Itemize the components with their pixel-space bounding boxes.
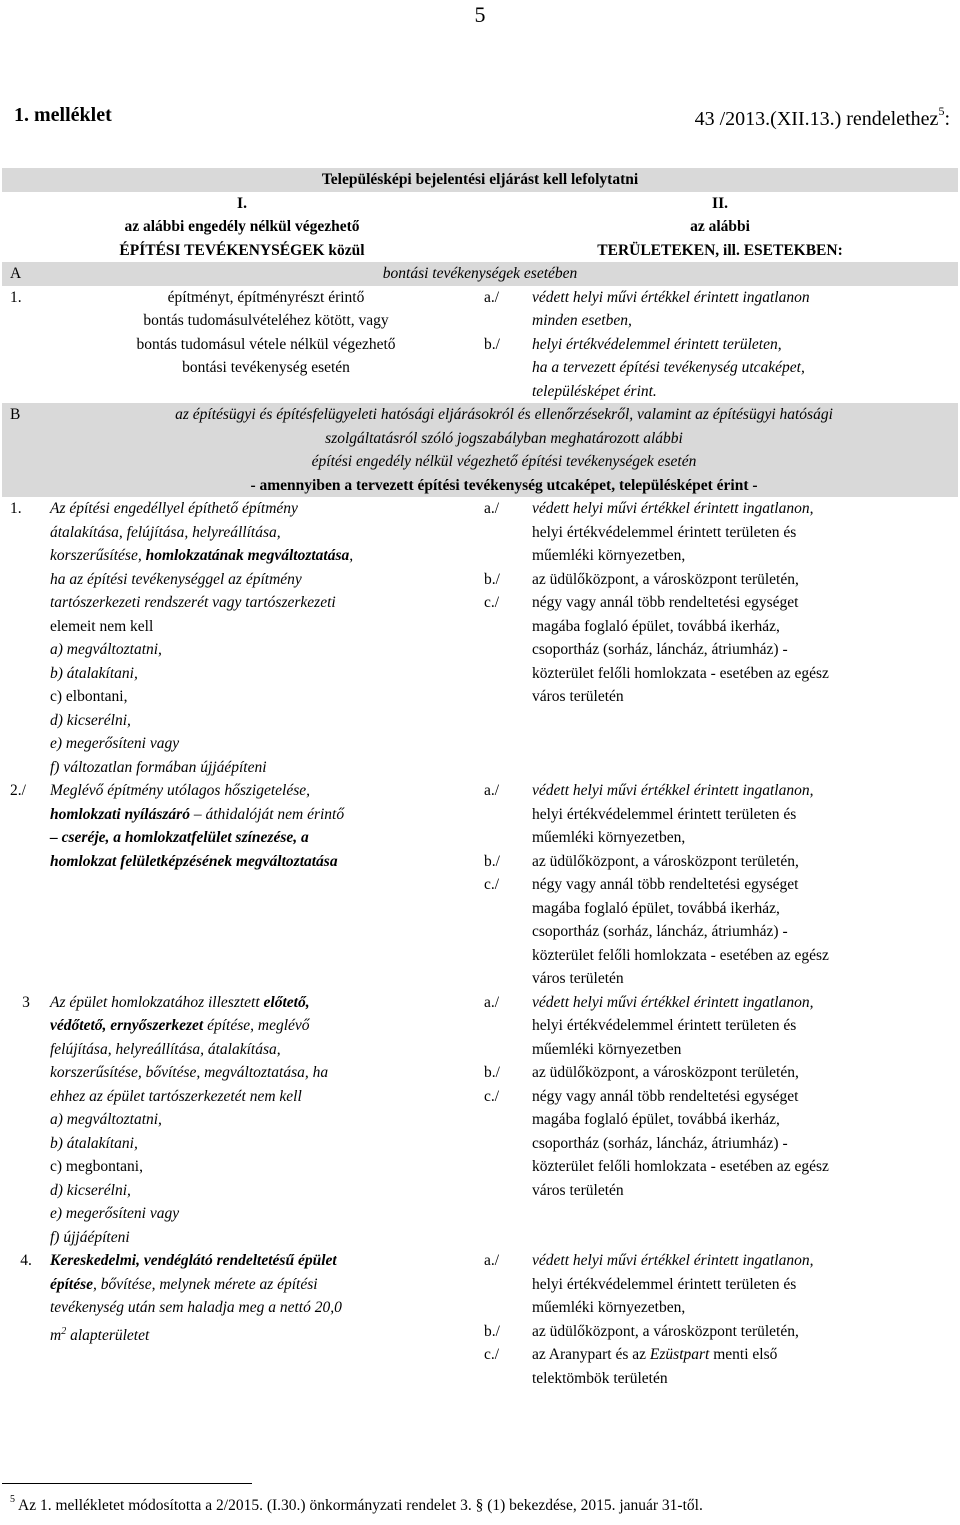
- section-a-label: A: [10, 265, 22, 282]
- procedure-table: [2, 168, 958, 1390]
- table-row: 1. építményt, építményrészt érintő bontás tudomásulvételéhez kötött, vagy bontás tudomásul vétele nélkül végezhető bontási tevékenység esetén a./ védett helyi művi értékkel érintett ingatlanon minden esetben, b./ helyi értékvédelemmel érintett területen, ha a tervezett építési tevékenység utcaképet, településképet érint.: [2, 286, 958, 404]
- row-activity: Kereskedelmi, vendéglátó rendeltetésű épület építése, bővítése, melynek mérete az építési tevékenység után sem haladja meg a nettó 20,0 $m^2$ alapterületet: [50, 1252, 342, 1344]
- section-a-heading: bontási tevékenységek esetében: [382, 265, 578, 282]
- table-row: 2./ Meglévő építmény utólagos hőszigetelése, homlokzati nyílászáró – áthidalóját nem érintő – cseréje, a homlokzatfelület színezése, a homlokzat felületképzésének megváltoztatása a./ védett helyi művi értékkel érintett ingatlanon, helyi értékvédelemmel érintett területen és műemléki környezetben, b./ az üdülőközpont, a városközpont területén, c./ négy vagy annál több rendeltetési egységet magába foglaló épület, továbbá ikerház, csoportház (sorház, láncház, átriumház) - közterület felőli homlokzata - esetében az egész város területén: [2, 779, 958, 991]
- footnote: $^5$ Az 1. mellékletet módosította a 2/2015. (I.30.) önkormányzati rendelet 3. § (1) bekezdése, 2015. január 31-től.: [10, 1494, 703, 1514]
- section-b-heading: az építésügyi és építésfelügyeleti hatósági eljárásokról és ellenőrzésekről, valamint az építésügyi hatósági szolgáltatásról szóló jogszabályban meghatározott alábbi építési engedély nélkül végezhető építési tevékenységek esetén - amennyiben a tervezett építési tevékenység utcaképet, településképet érint -: [175, 406, 833, 494]
- column-header-areas: II. az alábbi TERÜLETEKEN, ill. ESETEKBEN:: [597, 194, 843, 259]
- row-conditions: a./ védett helyi művi értékkel érintett ingatlanon, helyi értékvédelemmel érintett területen és műemléki környezetben, b./ az üdülőközpont, a városközpont területén, c./ négy vagy annál több rendeltetési egységet magába foglaló épület, továbbá ikerház, csoportház (sorház, láncház, átriumház) - közterület felőli homlokzata - esetében az egész város területén: [484, 500, 829, 705]
- row-conditions: a./ védett helyi művi értékkel érintett ingatlanon, helyi értékvédelemmel érintett területen és műemléki környezetben, b./ az üdülőközpont, a városközpont területén, c./ négy vagy annál több rendeltetési egységet magába foglaló épület, továbbá ikerház, csoportház (sorház, láncház, átriumház) - közterület felőli homlokzata - esetében az egész város területén: [484, 782, 829, 987]
- table-title: Településképi bejelentési eljárást kell lefolytatni: [321, 171, 639, 188]
- row-conditions: a./ védett helyi művi értékkel érintett ingatlanon minden esetben, b./ helyi értékvédelemmel érintett területen, ha a tervezett építési tevékenység utcaképet, településképet érint.: [484, 288, 810, 400]
- column-header-activities: I. az alábbi engedély nélkül végezhető ÉPÍTÉSI TEVÉKENYSÉGEK közül: [119, 194, 365, 259]
- row-activity: Meglévő építmény utólagos hőszigetelése, homlokzati nyílászáró – áthidalóját nem érintő – cseréje, a homlokzatfelület színezése, a homlokzat felületképzésének megváltoztatása: [50, 782, 345, 870]
- document-header: [14, 104, 950, 134]
- regulation-reference: 43 /2013.(XII.13.) rendelethez$^5$:: [694, 104, 950, 130]
- row-conditions: a./ védett helyi művi értékkel érintett ingatlanon, helyi értékvédelemmel érintett területen és műemléki környezetben b./ az üdülőközpont, a városközpont területén, c./ négy vagy annál több rendeltetési egységet magába foglaló épület, továbbá ikerház, csoportház (sorház, láncház, átriumház) - közterület felőli homlokzata - esetében az egész város területén: [484, 993, 829, 1199]
- table-row: 3 Az épület homlokzatához illesztett előtető, védőtető, ernyőszerkezet építése, meglévő felújítása, helyreállítása, átalakítása, korszerűsítése, bővítése, megváltoztatása, ha ehhez az épület tartószerkezetét nem kell a) megváltoztatni, b) átalakítani, c) megbontani, d) kicserélni, e) megerősíteni vagy f) újjáépíteni a./ védett helyi művi értékkel érintett ingatlanon, helyi értékvédelemmel érintett területen és műemléki környezetben b./ az üdülőközpont, a városközpont területén, c./ négy vagy annál több rendeltetési egységet magába foglaló épület, továbbá ikerház, csoportház (sorház, láncház, átriumház) - közterület felőli homlokzata - esetében az egész város területén: [2, 991, 958, 1250]
- section-b-label: B: [10, 406, 21, 423]
- row-activity: Az építési engedéllyel építhető építmény átalakítása, felújítása, helyreállítása, korszerűsítése, homlokzatának megváltoztatása, ha az építési tevékenységgel az építmény tartószerkezeti rendszerét vagy tartószerkezeti elemeit nem kell a) megváltoztatni, b) átalakítani, c) elbontani, d) kicserélni, e) megerősíteni vagy f) változatlan formában újjáépíteni: [50, 500, 354, 776]
- row-activity: építményt, építményrészt érintő bontás tudomásulvételéhez kötött, vagy bontás tudomásul vétele nélkül végezhető bontási tevékenység esetén: [136, 288, 396, 376]
- row-conditions: a./ védett helyi művi értékkel érintett ingatlanon, helyi értékvédelemmel érintett területen és műemléki környezetben, b./ az üdülőközpont, a városközpont területén, c./ az Aranypart és az Ezüstpart menti első telektömbök területén: [484, 1252, 814, 1387]
- page-number: 5: [474, 2, 486, 27]
- table-row: 1. Az építési engedéllyel építhető építmény átalakítása, felújítása, helyreállítása, korszerűsítése, homlokzatának megváltoztatása, ha az építési tevékenységgel az építmény tartószerkezeti rendszerét vagy tartószerkezeti elemeit nem kell a) megváltoztatni, b) átalakítani, c) elbontani, d) kicserélni, e) megerősíteni vagy f) változatlan formában újjáépíteni a./ védett helyi művi értékkel érintett ingatlanon, helyi értékvédelemmel érintett területen és műemléki környezetben, b./ az üdülőközpont, a városközpont területén, c./ négy vagy annál több rendeltetési egységet magába foglaló épület, továbbá ikerház, csoportház (sorház, láncház, átriumház) - közterület felőli homlokzata - esetében az egész város területén: [2, 497, 958, 779]
- footnote-ref: 5: [938, 104, 945, 118]
- annex-title: 1. melléklet: [14, 104, 112, 126]
- row-activity: Az épület homlokzatához illesztett előtető, védőtető, ernyőszerkezet építése, meglévő felújítása, helyreállítása, átalakítása, korszerűsítése, bővítése, megváltoztatása, ha ehhez az épület tartószerkezetét nem kell a) megváltoztatni, b) átalakítani, c) megbontani, d) kicserélni, e) megerősíteni vagy f) újjáépíteni: [50, 993, 329, 1246]
- footnote-divider: [2, 1483, 252, 1484]
- table-row: 4. Kereskedelmi, vendéglátó rendeltetésű épület építése, bővítése, melynek mérete az építési tevékenység után sem haladja meg a nettó 20,0 $m^2$ alapterületet a./ védett helyi művi értékkel érintett ingatlanon, helyi értékvédelemmel érintett területen és műemléki környezetben, b./ az üdülőközpont, a városközpont területén, c./ az Aranypart és az Ezüstpart menti első telektömbök területén: [2, 1249, 958, 1390]
